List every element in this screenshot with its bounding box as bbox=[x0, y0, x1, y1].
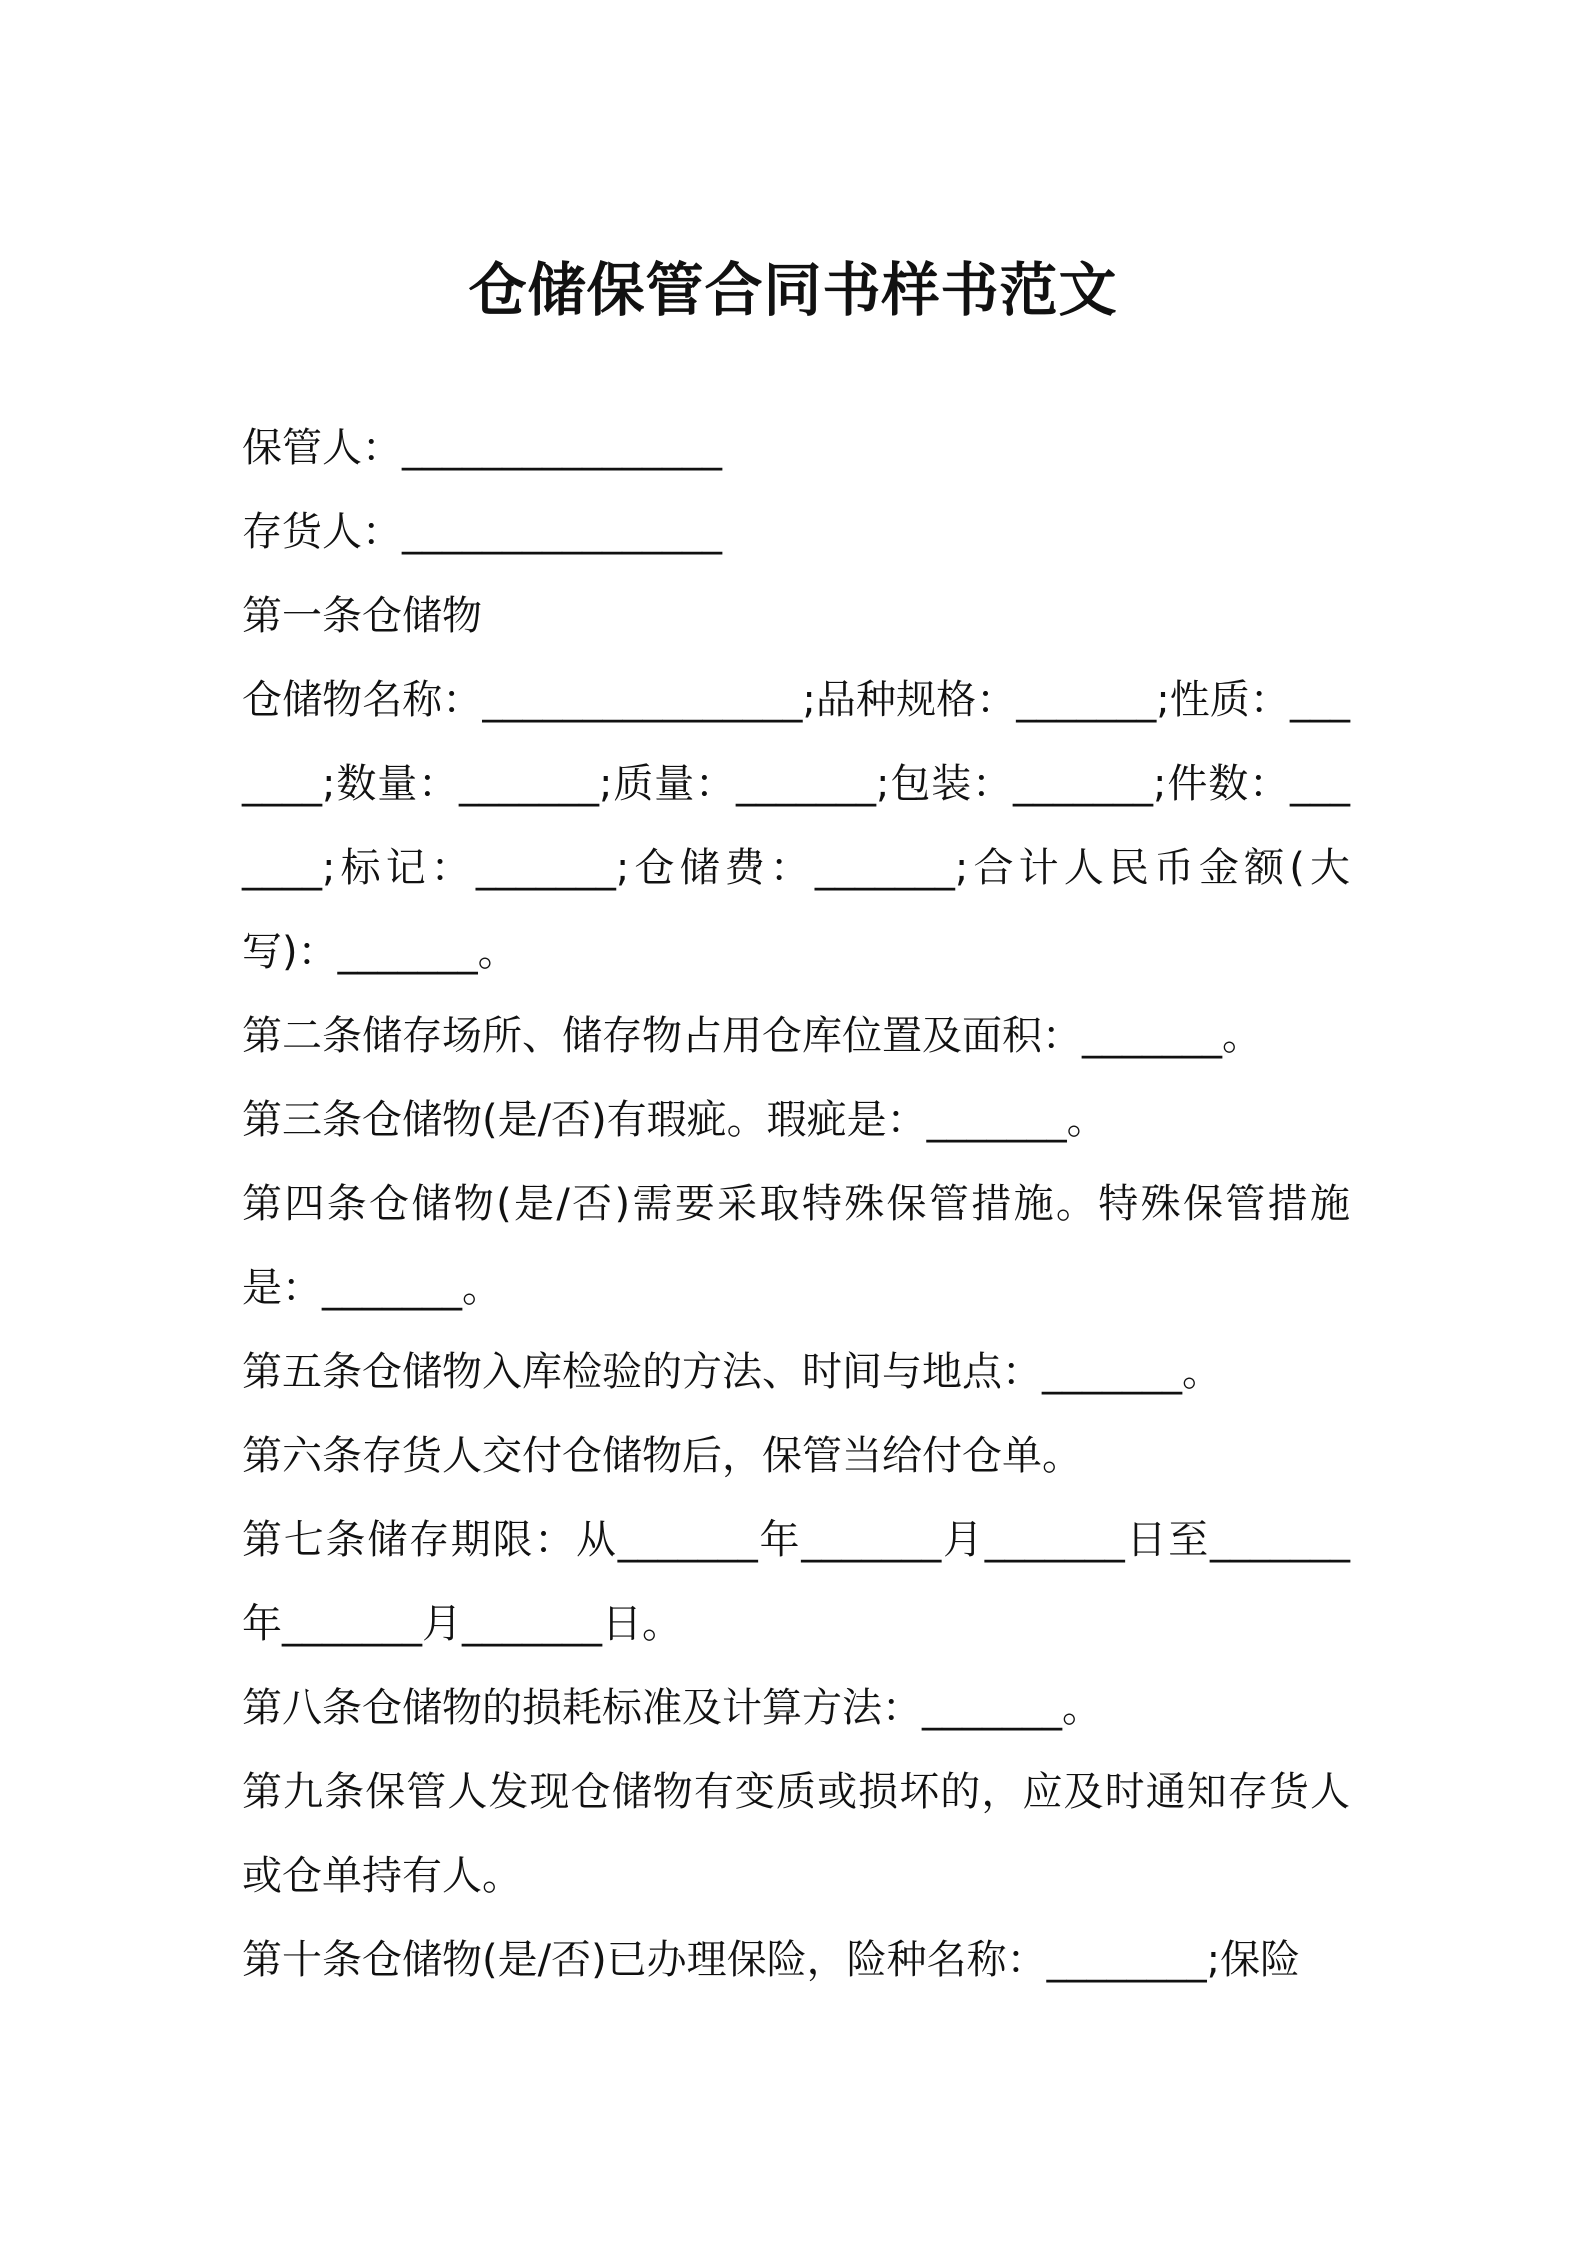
article-5: 第五条仓储物入库检验的方法、时间与地点：_______。 bbox=[242, 1349, 1222, 1395]
article-10: 第十条仓储物(是/否)已办理保险，险种名称：________;保险 bbox=[242, 1937, 1301, 1983]
article-1-heading: 第一条仓储物 bbox=[242, 593, 482, 639]
article-3: 第三条仓储物(是/否)有瑕疵。瑕疵是：_______。 bbox=[242, 1097, 1107, 1143]
document-title: 仓储保管合同书样书范文 bbox=[468, 256, 1118, 324]
article-2: 第二条储存场所、储存物占用仓库位置及面积：_______。 bbox=[242, 1013, 1262, 1059]
article-9: 第九条保管人发现仓储物有变质或损坏的，应及时通知存货人或仓单持有人。 bbox=[242, 1769, 1350, 1899]
article-6: 第六条存货人交付仓储物后，保管当给付仓单。 bbox=[242, 1433, 1082, 1479]
party-depositor-line: 存货人：________________ bbox=[242, 509, 722, 555]
article-4: 第四条仓储物(是/否)需要采取特殊保管措施。特殊保管措施是：_______。 bbox=[242, 1181, 1350, 1311]
party-custodian-line: 保管人：________________ bbox=[242, 425, 722, 471]
article-1-details: 仓储物名称：________________;品种规格：_______;性质：_______;数量：_______;质量：_______;包装：_______;件数：_______;标记：_______;仓储费：_______;合计人民币金额(大写)：_______。 bbox=[242, 677, 1350, 975]
article-7: 第七条储存期限：从_______年_______月_______日至_______年_______月_______日。 bbox=[242, 1517, 1350, 1647]
article-8: 第八条仓储物的损耗标准及计算方法：_______。 bbox=[242, 1685, 1102, 1731]
document-body bbox=[242, 406, 1350, 2002]
